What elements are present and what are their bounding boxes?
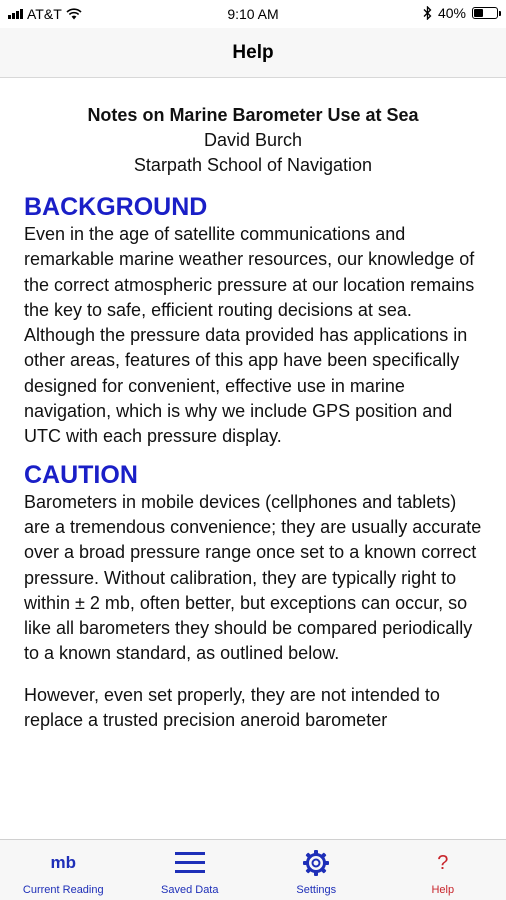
status-time: 9:10 AM: [227, 6, 279, 22]
document-header: [24, 103, 482, 178]
battery-percent: 40%: [437, 5, 466, 21]
tab-saved-data[interactable]: [127, 840, 254, 900]
section-heading: BACKGROUND: [24, 193, 208, 221]
document-title: Notes on Marine Barometer Use at Sea: [87, 105, 419, 125]
question-mark-icon: ?: [437, 851, 449, 874]
page-title: Help: [232, 41, 274, 63]
section-background: [24, 192, 482, 450]
tab-label: Saved Data: [161, 884, 219, 896]
document-author: David Burch: [203, 130, 303, 150]
tab-label: Help: [431, 884, 455, 896]
section-paragraph: Even in the age of satellite communications and remarkable marine weather resources, our knowledge of the correct atmospheric pressure at our location remains the key to safe, efficient routing decisions at sea. Although the pressure data provided has applications in other areas, features of this app have been specifically designed for convenient, effective use in marine navigation, which is why we include GPS position and UTC with each pressure display.: [24, 224, 475, 447]
battery-level: [474, 9, 483, 17]
navigation-bar: [0, 28, 506, 78]
tab-label: Settings: [296, 884, 337, 896]
document-organization: Starpath School of Navigation: [133, 155, 373, 175]
help-content[interactable]: [0, 79, 506, 839]
list-icon: [175, 848, 205, 878]
gear-icon: [302, 848, 330, 878]
status-bar: [0, 0, 506, 28]
section-caution: [24, 460, 482, 734]
tab-current-reading[interactable]: [0, 840, 127, 900]
tab-settings[interactable]: [253, 840, 380, 900]
carrier-label: AT&T: [27, 6, 62, 22]
section-paragraph: However, even set properly, they are not intended to replace a trusted precision aneroid barometer: [24, 684, 440, 731]
battery-icon: [472, 7, 498, 19]
tab-bar: [0, 839, 506, 900]
mb-text-icon: mb: [50, 853, 76, 872]
tab-help[interactable]: [380, 840, 506, 900]
bluetooth-icon: [423, 6, 432, 20]
section-paragraph: Barometers in mobile devices (cellphones and tablets) are a tremendous convenience; they are usually accurate over a broad pressure range once set to a known correct pressure. Without calibration, they are typically right to within ± 2 mb, often better, but exceptions can occur, so like all barometers they should be compared periodically to a known standard, as outlined below.: [24, 491, 482, 664]
tab-label: Current Reading: [22, 884, 104, 896]
status-right: [423, 5, 498, 21]
section-heading: CAUTION: [24, 460, 138, 489]
